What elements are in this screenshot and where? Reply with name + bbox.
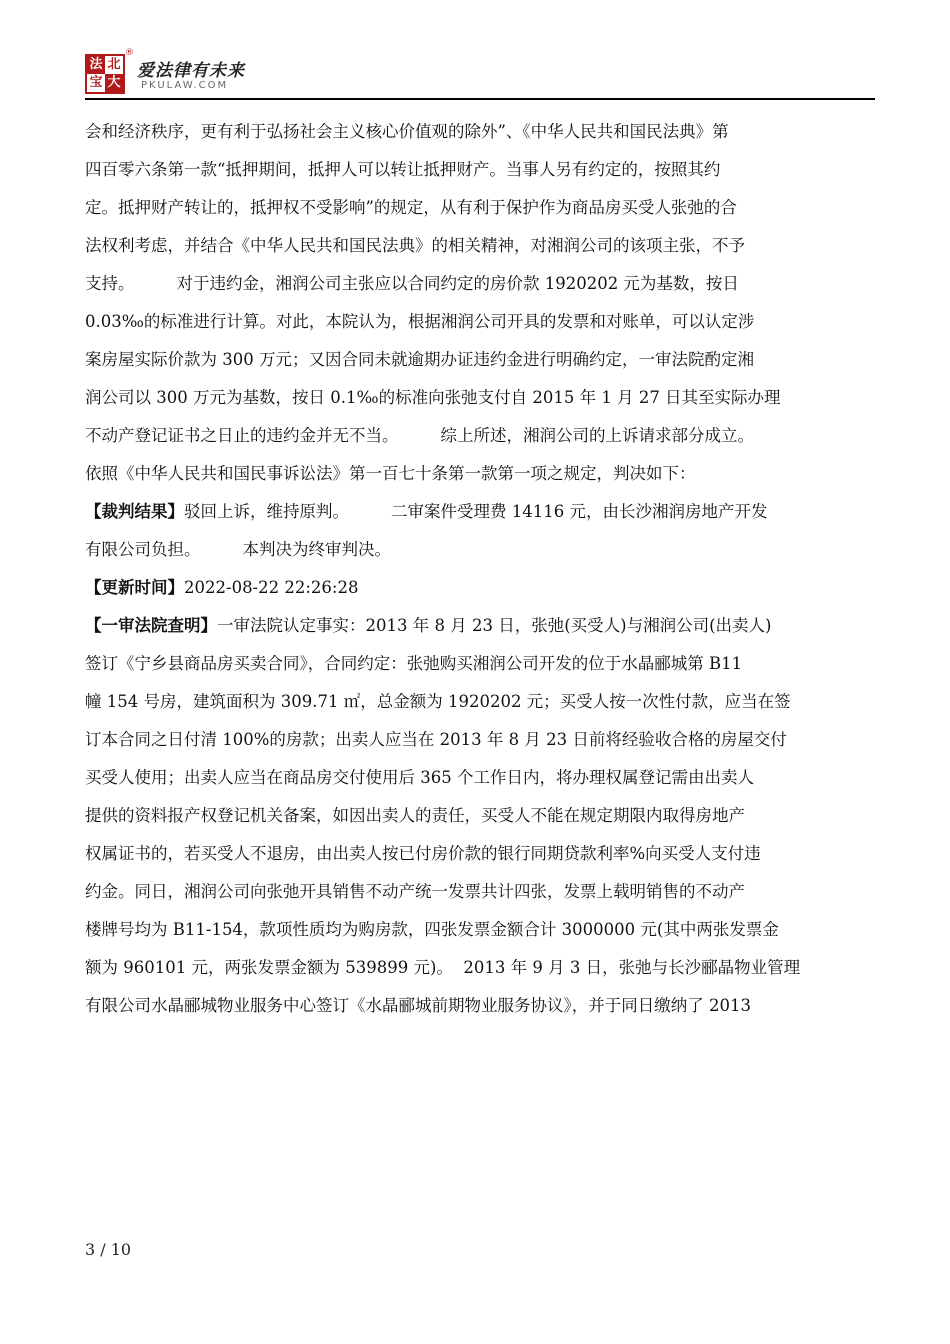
line-text: 案房屋实际价款为 300 万元；又因合同未就逾期办证违约金进行明确约定，一审法院酌定湘 [85, 350, 754, 369]
line-text: 定。抵押财产转让的，抵押权不受影响”的规定，从有利于保护作为商品房买受人张弛的合 [85, 198, 737, 217]
line-text: 有限公司负担。 本判决为终审判决。 [85, 540, 391, 559]
line-text: 会和经济秩序，更有利于弘扬社会主义核心价值观的除外”、《中华人民共和国民法典》第 [85, 122, 729, 141]
logo-char: 大 [105, 74, 123, 92]
line-text: 支持。 对于违约金，湘润公司主张应以合同约定的房价款 1920202 元为基数，按日 [85, 274, 739, 293]
text-line [85, 797, 875, 835]
text-line [85, 151, 875, 189]
pkulaw-logo [85, 54, 125, 94]
section-heading: 【更新时间】 [85, 578, 184, 597]
text-line [85, 721, 875, 759]
text-line [85, 911, 875, 949]
text-line [85, 759, 875, 797]
text-line [85, 873, 875, 911]
registered-mark: ® [125, 48, 134, 58]
logo-char: 宝 [89, 75, 103, 90]
text-line [85, 645, 875, 683]
text-line [85, 341, 875, 379]
text-line [85, 455, 875, 493]
line-text: 2022-08-22 22:26:28 [184, 578, 359, 597]
text-line [85, 949, 875, 987]
text-line [85, 379, 875, 417]
page-number: 3 / 10 [85, 1240, 132, 1259]
line-text: 一审法院认定事实：2013 年 8 月 23 日，张弛(买受人)与湘润公司(出卖人) [217, 616, 772, 635]
text-line [85, 189, 875, 227]
text-line [85, 683, 875, 721]
line-text: 权属证书的，若买受人不退房，由出卖人按已付房价款的银行同期贷款利率%向买受人支付违 [85, 844, 761, 863]
logo-char: 法 [87, 56, 105, 74]
line-text: 约金。同日，湘润公司向张弛开具销售不动产统一发票共计四张，发票上载明销售的不动产 [85, 882, 745, 901]
line-text: 四百零六条第一款“抵押期间，抵押人可以转让抵押财产。当事人另有约定的，按照其约 [85, 160, 721, 179]
line-text: 订本合同之日付清 100%的房款；出卖人应当在 2013 年 8 月 23 日前将经验收合格的房屋交付 [85, 730, 787, 749]
text-line [85, 607, 875, 645]
page-header [85, 50, 875, 98]
line-text: 楼牌号均为 B11-154，款项性质均为购房款，四张发票金额合计 3000000 元(其中两张发票金 [85, 920, 779, 939]
text-line [85, 987, 875, 1025]
text-line [85, 531, 875, 569]
text-line [85, 265, 875, 303]
brand-slogan: 爱法律有未来 [137, 61, 245, 81]
line-text: 签订《宁乡县商品房买卖合同》，合同约定：张弛购买湘润公司开发的位于水晶郦城第 B11 [85, 654, 743, 673]
line-text: 驳回上诉，维持原判。 二审案件受理费 14116 元，由长沙湘润房地产开发 [184, 502, 768, 521]
text-line [85, 227, 875, 265]
text-line [85, 303, 875, 341]
line-text: 依照《中华人民共和国民事诉讼法》第一百七十条第一款第一项之规定，判决如下： [85, 464, 696, 483]
text-line [85, 569, 875, 607]
text-line [85, 493, 875, 531]
document-body [85, 113, 875, 1025]
line-text: 润公司以 300 万元为基数，按日 0.1‰的标准向张弛支付自 2015 年 1 月 27 日其至实际办理 [85, 388, 781, 407]
line-text: 买受人使用；出卖人应当在商品房交付使用后 365 个工作日内，将办理权属登记需由出卖人 [85, 768, 754, 787]
text-line [85, 113, 875, 151]
line-text: 额为 960101 元，两张发票金额为 539899 元)。 2013 年 9 月 3 日，张弛与长沙郦晶物业管理 [85, 958, 801, 977]
line-text: 提供的资料报产权登记机关备案，如因出卖人的责任，买受人不能在规定期限内取得房地产 [85, 806, 745, 825]
line-text: 幢 154 号房，建筑面积为 309.71 ㎡，总金额为 1920202 元；买受人按一次性付款，应当在签 [85, 692, 791, 711]
text-line [85, 417, 875, 455]
section-heading: 【一审法院查明】 [85, 616, 217, 635]
logo-char: 北 [107, 57, 121, 72]
section-heading: 【裁判结果】 [85, 502, 184, 521]
text-line [85, 835, 875, 873]
line-text: 不动产登记证书之日止的违约金并无不当。 综上所述，湘润公司的上诉请求部分成立。 [85, 426, 754, 445]
line-text: 法权利考虑，并结合《中华人民共和国民法典》的相关精神，对湘润公司的该项主张，不予 [85, 236, 745, 255]
header-divider [85, 98, 875, 100]
line-text: 有限公司水晶郦城物业服务中心签订《水晶郦城前期物业服务协议》，并于同日缴纳了 2013 [85, 996, 751, 1015]
line-text: 0.03‰的标准进行计算。对此，本院认为，根据湘润公司开具的发票和对账单，可以认定涉 [85, 312, 755, 331]
brand-domain: PKULAW.COM [141, 80, 229, 91]
